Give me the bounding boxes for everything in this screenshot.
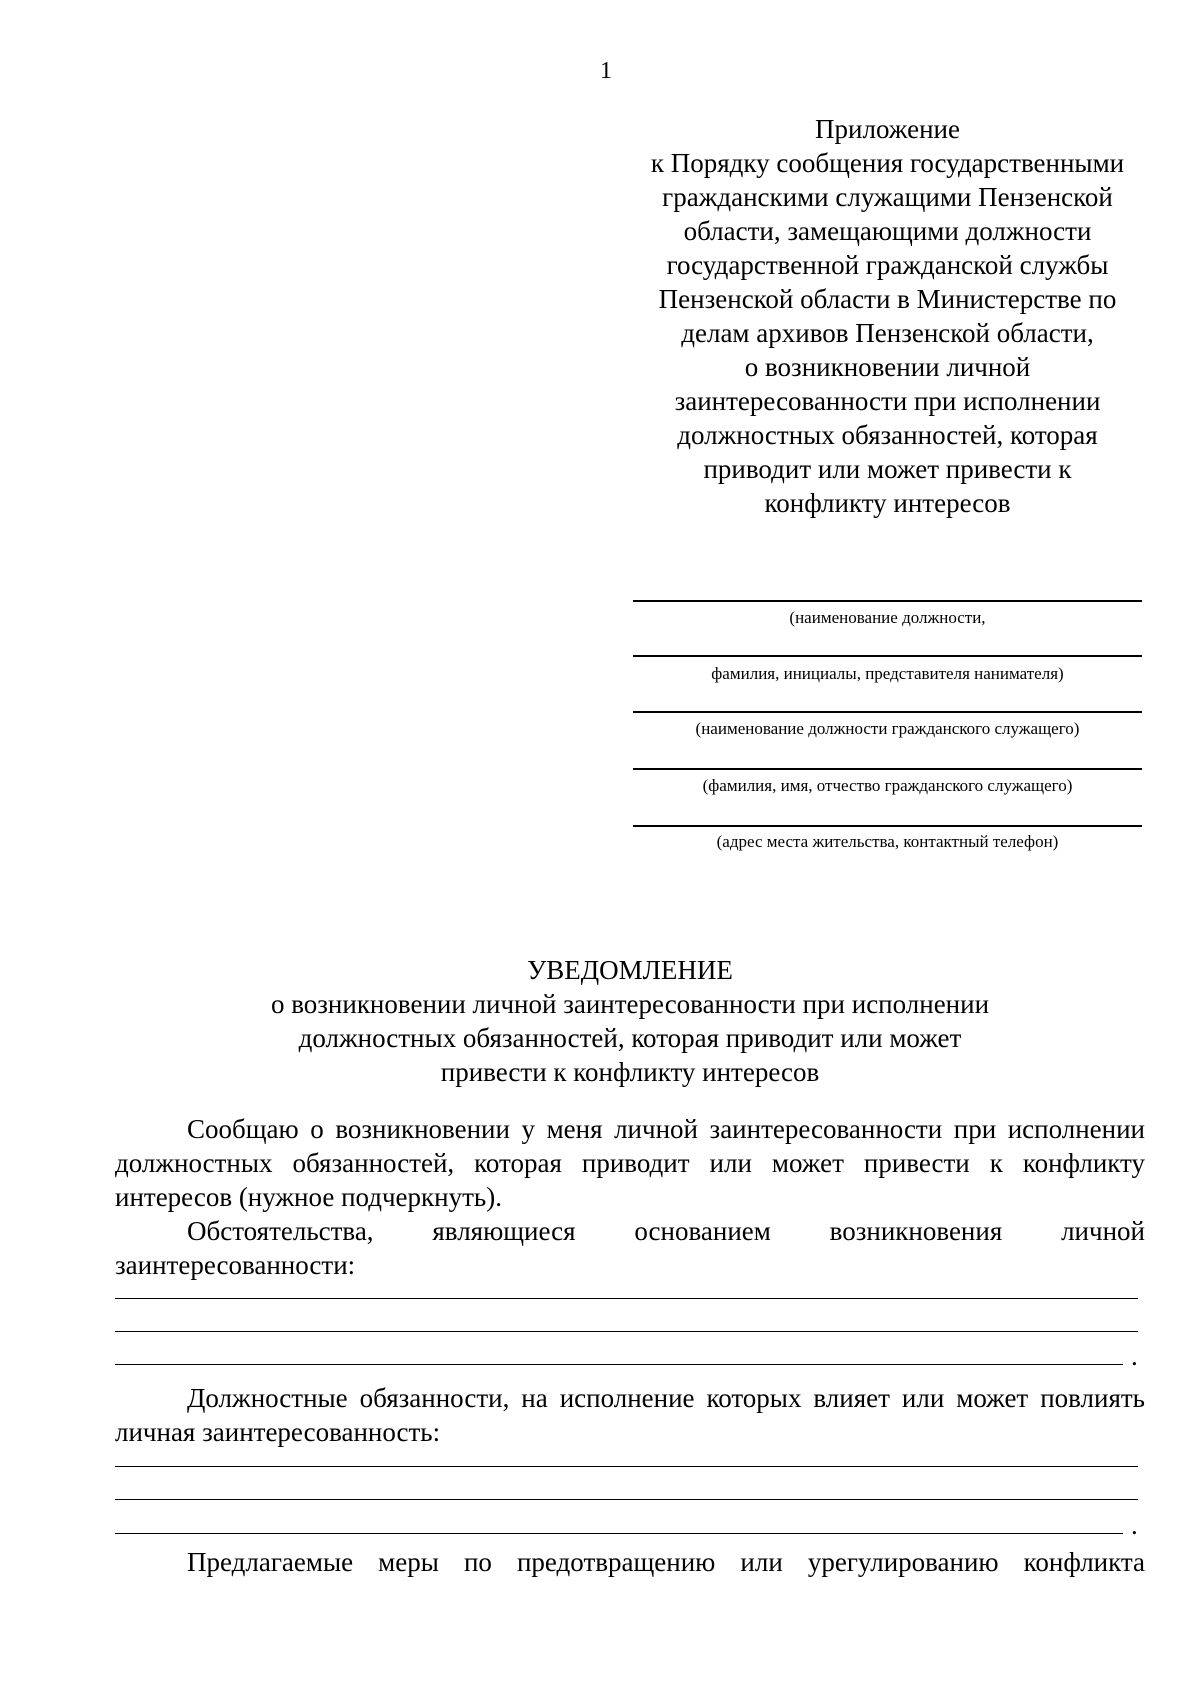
appendix-line: делам архивов Пензенской области, bbox=[681, 318, 1094, 348]
paragraph-line: Сообщаю о возникновении у меня личной заинтересованности при исполнении bbox=[187, 1114, 1145, 1144]
paragraph-line: должностных обязанностей, которая приводит или может привести к конфликту bbox=[115, 1148, 1145, 1178]
appendix-line: приводит или может привести к bbox=[703, 454, 1072, 484]
notice-subtitle-line: о возникновении личной заинтересованности при исполнении bbox=[270, 989, 990, 1019]
paragraph-line: Обстоятельства, являющиеся основанием возникновения личной bbox=[187, 1216, 1145, 1246]
notice-subtitle-line: привести к конфликту интересов bbox=[440, 1057, 820, 1087]
appendix-block bbox=[625, 112, 1150, 520]
answer-line[interactable] bbox=[115, 1298, 1138, 1299]
answer-line[interactable] bbox=[115, 1364, 1123, 1365]
appendix-line: государственной гражданской службы bbox=[666, 250, 1109, 280]
notice-subtitle-line: должностных обязанностей, которая приводит или может bbox=[298, 1023, 962, 1053]
field-line-position[interactable] bbox=[633, 600, 1142, 602]
appendix-line: к Порядку сообщения государственными bbox=[650, 148, 1125, 178]
paragraph-line: Предлагаемые меры по предотвращению или урегулированию конфликта bbox=[187, 1547, 1145, 1577]
notice-title bbox=[115, 953, 1145, 1089]
field-caption: (фамилия, имя, отчество гражданского служащего) bbox=[702, 776, 1073, 795]
answer-line[interactable] bbox=[115, 1499, 1138, 1500]
paragraph-measures bbox=[115, 1545, 1145, 1579]
field-caption: (адрес места жительства, контактный телефон) bbox=[716, 832, 1059, 851]
appendix-line: должностных обязанностей, которая bbox=[677, 420, 1098, 450]
field-line-employee-position[interactable] bbox=[633, 711, 1142, 713]
paragraph-line: Должностные обязанности, на исполнение которых влияет или может повлиять bbox=[187, 1383, 1145, 1413]
notice-heading: УВЕДОМЛЕНИЕ bbox=[527, 955, 733, 985]
paragraph-line: интересов (нужное подчеркнуть). bbox=[115, 1182, 502, 1212]
page-number: 1 bbox=[600, 58, 612, 84]
appendix-line: Пензенской области в Министерстве по bbox=[658, 284, 1117, 314]
field-caption: (наименование должности, bbox=[789, 608, 986, 627]
answer-line[interactable] bbox=[115, 1466, 1138, 1467]
field-line-address-phone[interactable] bbox=[633, 825, 1142, 827]
appendix-line: Приложение bbox=[815, 114, 960, 144]
answer-line[interactable] bbox=[115, 1331, 1138, 1332]
appendix-line: о возникновении личной bbox=[744, 352, 1031, 382]
field-caption: (наименование должности гражданского служащего) bbox=[695, 719, 1080, 738]
field-caption: фамилия, инициалы, представителя нанимателя) bbox=[711, 664, 1064, 683]
appendix-line: конфликту интересов bbox=[764, 488, 1011, 518]
appendix-line: гражданскими служащими Пензенской bbox=[662, 182, 1113, 212]
line-end-period: . bbox=[1131, 1341, 1138, 1371]
field-line-employee-name[interactable] bbox=[633, 768, 1142, 770]
paragraph-line: заинтересованности: bbox=[115, 1250, 356, 1280]
paragraph-line: личная заинтересованность: bbox=[115, 1417, 441, 1447]
answer-line[interactable] bbox=[115, 1533, 1123, 1534]
appendix-line: заинтересованности при исполнении bbox=[674, 386, 1101, 416]
paragraph-circumstances bbox=[115, 1214, 1145, 1282]
appendix-line: области, замещающими должности bbox=[683, 216, 1092, 246]
paragraph-duties bbox=[115, 1381, 1145, 1449]
line-end-period: . bbox=[1131, 1510, 1138, 1540]
paragraph-report bbox=[115, 1112, 1145, 1214]
field-line-employer-name[interactable] bbox=[633, 655, 1142, 657]
